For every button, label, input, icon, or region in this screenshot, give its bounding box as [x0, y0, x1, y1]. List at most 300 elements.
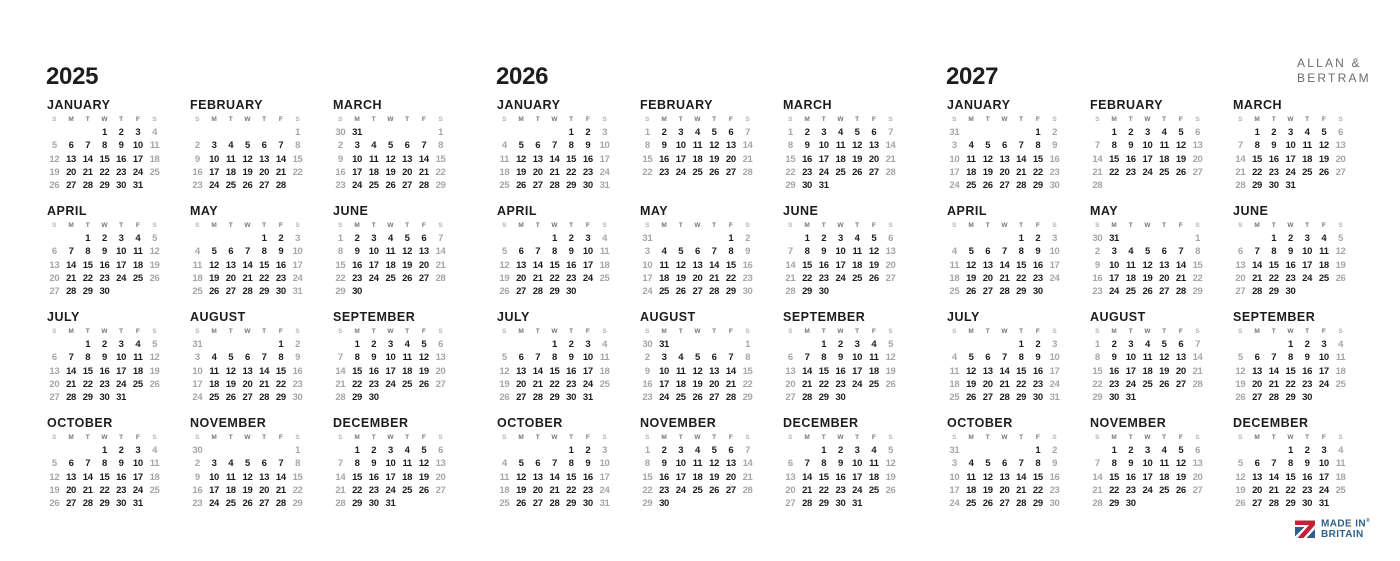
date-cell — [689, 497, 706, 510]
date-cell: 7 — [1018, 458, 1024, 470]
date-cell: 11 — [869, 352, 879, 364]
weekday-letter: W — [387, 116, 394, 123]
date-cell: 31 — [116, 392, 127, 404]
date-cell: 3 — [951, 140, 957, 152]
date-cell: 22 — [785, 166, 796, 178]
date-cell: 8 — [101, 458, 107, 470]
date-cell: 20 — [725, 471, 736, 483]
date-cell: 17 — [599, 153, 610, 165]
weekday-letter: T — [855, 222, 860, 229]
date-cell — [63, 444, 80, 457]
weekday-letter: T — [1271, 328, 1276, 335]
date-cell: 21 — [66, 378, 77, 390]
date-cell: 27 — [982, 286, 993, 298]
date-cell: 6 — [888, 233, 894, 244]
date-cell: 2 — [804, 127, 810, 138]
date-cell: 20 — [225, 272, 236, 284]
week-row — [946, 471, 1063, 484]
date-cell: 9 — [337, 153, 343, 165]
date-cell: 14 — [1235, 153, 1246, 165]
weekday-letter: T — [371, 116, 376, 123]
date-cell: 26 — [885, 484, 896, 496]
week-row — [639, 351, 756, 364]
date-cell: 12 — [1235, 365, 1246, 377]
date-cell: 22 — [818, 378, 829, 390]
date-cell: 26 — [516, 180, 527, 192]
date-cell: 1 — [438, 127, 444, 138]
date-cell: 21 — [1016, 484, 1027, 496]
date-cell: 27 — [785, 392, 796, 404]
date-cell: 23 — [116, 166, 127, 178]
date-cell: 17 — [1142, 471, 1153, 483]
date-cell: 20 — [692, 272, 703, 284]
date-cell: 10 — [385, 458, 396, 470]
date-cell: 25 — [692, 484, 703, 496]
date-cell: 23 — [582, 484, 593, 496]
date-cell: 27 — [725, 484, 736, 496]
weekday-letter: S — [1195, 328, 1200, 335]
month-may-2026 — [639, 204, 756, 310]
month-december-2027 — [1232, 416, 1349, 522]
date-cell: 30 — [566, 392, 577, 404]
date-cell: 5 — [51, 458, 57, 470]
date-cell — [596, 285, 613, 298]
date-cell: 24 — [368, 272, 379, 284]
date-cell: 11 — [149, 458, 160, 470]
date-cell: 6 — [985, 352, 991, 364]
date-cell: 23 — [642, 392, 653, 404]
date-cell — [273, 126, 290, 139]
week-row — [639, 232, 756, 245]
date-cell: 10 — [642, 259, 653, 271]
date-cell: 4 — [968, 458, 974, 470]
date-cell: 24 — [132, 484, 143, 496]
date-cell: 27 — [259, 498, 270, 510]
weekday-letter: S — [152, 434, 157, 441]
date-cell — [113, 285, 130, 298]
date-cell: 7 — [728, 352, 734, 364]
weekday-header-row — [946, 327, 1063, 338]
date-cell: 3 — [951, 458, 957, 470]
date-cell: 9 — [1128, 140, 1134, 152]
date-cell — [639, 179, 656, 192]
week-row — [782, 179, 899, 192]
week-row — [332, 245, 449, 258]
week-row — [496, 351, 613, 364]
date-cell: 30 — [1285, 286, 1296, 298]
date-cell: 17 — [599, 471, 610, 483]
date-cell — [799, 338, 816, 351]
week-row — [332, 391, 449, 404]
weekday-letter: S — [888, 328, 893, 335]
date-cell: 2 — [1128, 445, 1134, 456]
week-row — [782, 245, 899, 258]
date-cell: 18 — [692, 153, 703, 165]
date-cell: 26 — [499, 286, 510, 298]
date-cell: 5 — [1338, 233, 1344, 244]
date-cell: 23 — [192, 498, 203, 510]
date-cell: 30 — [116, 498, 127, 510]
weekday-letter: F — [871, 116, 876, 123]
weekday-letter: S — [338, 116, 343, 123]
date-cell: 30 — [1268, 180, 1279, 192]
brand-line1: ALLAN & — [1297, 56, 1362, 70]
week-row — [332, 179, 449, 192]
date-cell — [996, 126, 1013, 139]
week-row — [946, 444, 1063, 457]
week-row — [496, 272, 613, 285]
registered-mark: ® — [1366, 518, 1370, 524]
date-cell — [206, 338, 223, 351]
date-cell — [1139, 232, 1156, 245]
week-row — [639, 444, 756, 457]
month-title: NOVEMBER — [190, 416, 267, 430]
date-cell: 27 — [1252, 392, 1263, 404]
date-cell: 19 — [1335, 259, 1346, 271]
weekday-letter: M — [518, 328, 524, 335]
date-cell: 21 — [709, 272, 720, 284]
week-row — [639, 245, 756, 258]
date-cell — [1232, 126, 1249, 139]
date-cell: 15 — [292, 471, 303, 483]
date-cell: 14 — [802, 365, 813, 377]
date-cell — [1249, 232, 1266, 245]
weekday-letter: W — [244, 434, 251, 441]
date-cell: 17 — [385, 471, 396, 483]
date-cell: 19 — [982, 166, 993, 178]
date-cell: 11 — [659, 259, 669, 271]
date-cell: 25 — [1142, 378, 1153, 390]
week-row — [1089, 272, 1206, 285]
week-row — [1089, 245, 1206, 258]
week-row — [946, 378, 1063, 391]
date-cell: 19 — [709, 153, 720, 165]
date-cell: 4 — [1161, 127, 1167, 138]
week-row — [1089, 457, 1206, 470]
date-cell: 2 — [1052, 445, 1058, 456]
date-cell: 28 — [1192, 378, 1203, 390]
date-cell: 9 — [1094, 259, 1100, 271]
date-cell: 2 — [585, 445, 591, 456]
date-cell: 29 — [99, 498, 110, 510]
date-cell: 10 — [599, 458, 610, 470]
date-cell — [513, 444, 530, 457]
date-cell: 28 — [1016, 498, 1027, 510]
date-cell: 17 — [368, 259, 379, 271]
date-cell — [1332, 179, 1349, 192]
date-cell: 1 — [821, 445, 827, 456]
date-cell: 4 — [501, 140, 507, 152]
date-cell: 10 — [116, 352, 127, 364]
date-cell: 12 — [49, 153, 60, 165]
date-cell: 4 — [602, 339, 608, 350]
weekday-letter: T — [262, 328, 267, 335]
date-cell: 2 — [278, 233, 284, 244]
weekday-header-row — [46, 221, 163, 232]
weekday-letter: S — [338, 222, 343, 229]
date-cell: 2 — [371, 339, 377, 350]
date-cell: 19 — [885, 365, 896, 377]
date-cell: 3 — [371, 233, 377, 244]
week-row — [1089, 378, 1206, 391]
date-cell: 27 — [1192, 484, 1203, 496]
date-cell: 7 — [68, 352, 74, 364]
date-cell: 7 — [1001, 352, 1007, 364]
date-cell: 18 — [1335, 471, 1346, 483]
date-cell — [496, 232, 513, 245]
date-cell: 22 — [1252, 166, 1263, 178]
date-cell: 21 — [785, 272, 796, 284]
date-cell: 4 — [152, 445, 158, 456]
date-cell: 6 — [711, 352, 717, 364]
date-cell: 4 — [1128, 246, 1134, 258]
week-row — [946, 153, 1063, 166]
weekday-header-row — [1089, 433, 1206, 444]
date-cell: 4 — [661, 246, 667, 258]
weekday-letter: T — [371, 222, 376, 229]
date-cell: 27 — [532, 180, 543, 192]
date-cell: 15 — [742, 365, 753, 377]
week-row — [46, 166, 163, 179]
date-cell — [963, 232, 980, 245]
date-cell: 10 — [582, 352, 593, 364]
date-cell: 17 — [852, 365, 863, 377]
date-cell: 1 — [1287, 445, 1293, 456]
date-cell: 30 — [835, 392, 846, 404]
date-cell: 7 — [787, 246, 793, 258]
week-row — [1232, 285, 1349, 298]
date-cell: 14 — [275, 471, 286, 483]
date-cell — [832, 179, 849, 192]
week-row — [189, 285, 306, 298]
weekday-letter: F — [421, 222, 426, 229]
month-title: MARCH — [333, 98, 383, 112]
date-cell: 20 — [516, 272, 527, 284]
date-cell — [189, 232, 206, 245]
weekday-header-row — [1089, 115, 1206, 126]
date-cell: 26 — [1318, 166, 1329, 178]
date-cell: 4 — [501, 458, 507, 470]
date-cell: 29 — [1092, 392, 1103, 404]
date-cell: 21 — [1175, 272, 1186, 284]
date-cell: 12 — [982, 471, 993, 483]
weekday-header-row — [189, 327, 306, 338]
date-cell: 13 — [435, 458, 446, 470]
date-cell: 17 — [132, 471, 143, 483]
date-cell — [882, 391, 899, 404]
weekday-letter: W — [244, 116, 251, 123]
date-cell: 5 — [985, 140, 991, 152]
week-row — [332, 471, 449, 484]
date-cell: 30 — [368, 498, 379, 510]
date-cell: 20 — [1252, 484, 1263, 496]
date-cell: 5 — [888, 445, 894, 456]
date-cell: 8 — [821, 352, 827, 364]
date-cell: 9 — [644, 365, 650, 377]
date-cell: 24 — [1142, 166, 1153, 178]
date-cell: 3 — [1052, 339, 1058, 350]
date-cell: 1 — [821, 339, 827, 350]
date-cell: 20 — [49, 272, 60, 284]
weekday-letter: S — [52, 434, 57, 441]
date-cell: 28 — [785, 286, 796, 298]
date-cell: 21 — [999, 378, 1010, 390]
weekday-letter: M — [804, 328, 810, 335]
date-cell: 20 — [999, 484, 1010, 496]
date-cell: 24 — [209, 498, 220, 510]
date-cell: 29 — [435, 180, 446, 192]
month-july-2025 — [46, 310, 163, 416]
date-cell: 26 — [966, 392, 977, 404]
date-cell: 11 — [133, 352, 143, 364]
week-row — [946, 272, 1063, 285]
month-title: SEPTEMBER — [333, 310, 416, 324]
date-cell: 25 — [868, 378, 879, 390]
date-cell: 15 — [725, 259, 736, 271]
weekday-letter: W — [387, 434, 394, 441]
date-cell: 19 — [1235, 484, 1246, 496]
date-cell: 12 — [1235, 471, 1246, 483]
date-cell: 5 — [228, 352, 234, 364]
date-cell: 22 — [1016, 378, 1027, 390]
date-cell: 7 — [1195, 339, 1201, 350]
weekday-letter: T — [535, 222, 540, 229]
date-cell: 5 — [1237, 458, 1243, 470]
date-cell: 28 — [418, 180, 429, 192]
date-cell: 8 — [551, 246, 557, 258]
date-cell: 21 — [418, 166, 429, 178]
weekday-letter: S — [788, 116, 793, 123]
date-cell: 10 — [949, 153, 960, 165]
week-row — [1232, 153, 1349, 166]
date-cell: 3 — [1287, 127, 1293, 138]
date-cell: 28 — [742, 166, 753, 178]
date-cell: 12 — [675, 259, 686, 271]
date-cell: 16 — [1125, 153, 1136, 165]
date-cell: 26 — [709, 166, 720, 178]
week-row — [639, 497, 756, 510]
date-cell: 4 — [871, 339, 877, 350]
date-cell: 2 — [118, 127, 124, 138]
date-cell: 14 — [999, 365, 1010, 377]
date-cell: 8 — [261, 246, 267, 258]
date-cell: 5 — [518, 458, 524, 470]
date-cell: 19 — [1159, 365, 1170, 377]
date-cell: 2 — [371, 445, 377, 456]
date-cell: 1 — [1035, 445, 1041, 456]
date-cell — [416, 285, 433, 298]
date-cell: 10 — [949, 471, 960, 483]
date-cell — [1156, 179, 1173, 192]
date-cell: 6 — [1195, 127, 1201, 138]
weekday-letter: T — [262, 116, 267, 123]
date-cell: 23 — [1049, 484, 1060, 496]
week-row — [496, 232, 613, 245]
date-cell: 14 — [82, 153, 93, 165]
date-cell: 30 — [582, 498, 593, 510]
weekday-letter: T — [535, 328, 540, 335]
date-cell: 12 — [868, 246, 879, 258]
weekday-letter: F — [135, 222, 140, 229]
date-cell: 23 — [1109, 378, 1120, 390]
weekday-letter: T — [405, 222, 410, 229]
weekday-letter: M — [661, 116, 667, 123]
date-cell: 5 — [854, 127, 860, 138]
date-cell: 18 — [949, 378, 960, 390]
week-row — [946, 351, 1063, 364]
date-cell: 20 — [532, 166, 543, 178]
brand-line2: BERTRAM — [1297, 70, 1371, 85]
date-cell: 24 — [659, 392, 670, 404]
date-cell — [416, 126, 433, 139]
date-cell: 11 — [1302, 140, 1312, 152]
date-cell: 18 — [675, 378, 686, 390]
date-cell: 28 — [275, 498, 286, 510]
date-cell: 18 — [499, 484, 510, 496]
date-cell: 30 — [99, 392, 110, 404]
month-title: MAY — [190, 204, 219, 218]
date-cell: 1 — [1018, 339, 1024, 350]
date-cell: 21 — [82, 484, 93, 496]
date-cell: 22 — [1032, 484, 1043, 496]
date-cell: 16 — [742, 259, 753, 271]
weekday-letter: S — [888, 222, 893, 229]
date-cell: 9 — [585, 140, 591, 152]
weekday-letter: T — [678, 116, 683, 123]
weekday-letter: W — [837, 116, 844, 123]
weekday-letter: F — [1035, 434, 1040, 441]
weekday-letter: T — [1162, 116, 1167, 123]
date-cell: 20 — [999, 166, 1010, 178]
weekday-letter: W — [1001, 116, 1008, 123]
date-cell: 8 — [728, 246, 734, 258]
week-row — [332, 484, 449, 497]
date-cell — [1089, 126, 1106, 139]
date-cell: 25 — [225, 498, 236, 510]
month-title: APRIL — [497, 204, 537, 218]
date-cell: 15 — [642, 471, 653, 483]
weekday-letter: T — [569, 222, 574, 229]
date-cell: 21 — [1016, 166, 1027, 178]
date-cell: 4 — [1321, 233, 1327, 244]
date-cell: 22 — [1285, 484, 1296, 496]
date-cell: 24 — [1049, 272, 1060, 284]
date-cell: 30 — [742, 286, 753, 298]
date-cell: 11 — [599, 246, 610, 258]
weekday-letter: T — [85, 222, 90, 229]
date-cell: 11 — [966, 153, 976, 165]
date-cell — [332, 338, 349, 351]
date-cell: 31 — [949, 127, 960, 138]
date-cell — [130, 285, 147, 298]
week-row — [782, 338, 899, 351]
month-january-2026 — [496, 98, 613, 204]
date-cell: 29 — [1285, 392, 1296, 404]
date-cell: 24 — [1302, 272, 1313, 284]
date-cell: 15 — [99, 153, 110, 165]
date-cell — [130, 391, 147, 404]
date-cell — [849, 179, 866, 192]
week-row — [496, 391, 613, 404]
weekday-header-row — [1089, 327, 1206, 338]
weekday-letter: T — [1019, 328, 1024, 335]
date-cell: 22 — [742, 378, 753, 390]
date-cell — [1265, 444, 1282, 457]
date-cell: 17 — [132, 153, 143, 165]
week-row — [46, 457, 163, 470]
date-cell: 23 — [1032, 378, 1043, 390]
date-cell: 27 — [435, 484, 446, 496]
